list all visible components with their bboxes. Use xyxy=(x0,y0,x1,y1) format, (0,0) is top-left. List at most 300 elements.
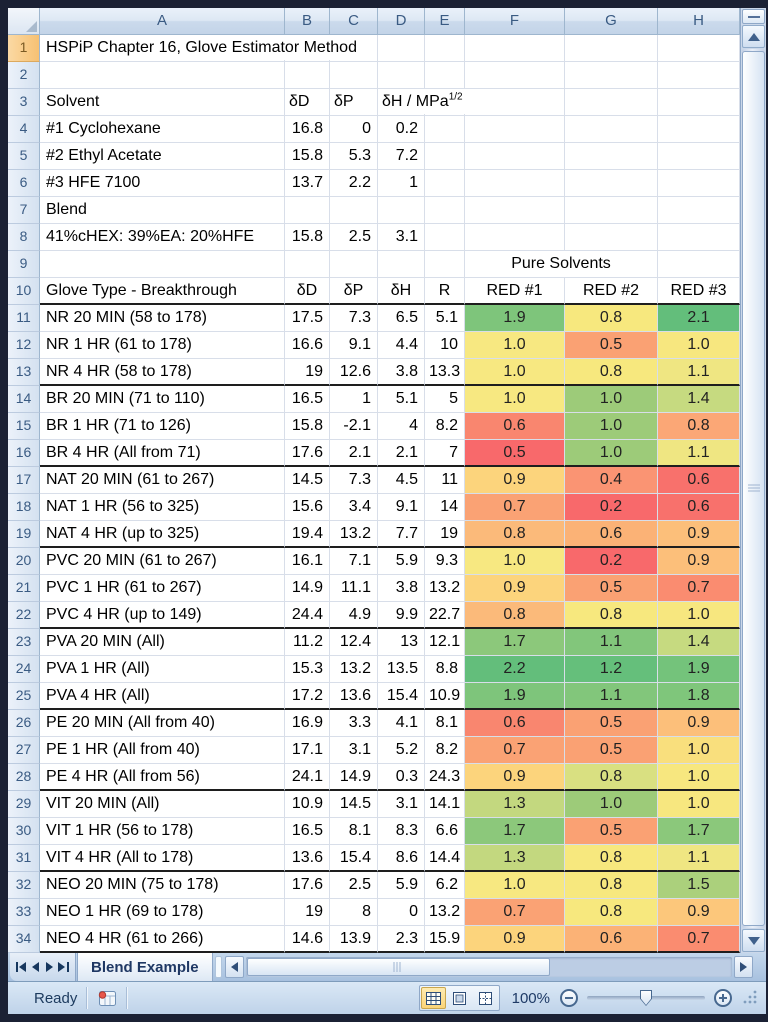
cell-A25[interactable]: PVA 4 HR (All) xyxy=(40,683,285,710)
red-cell-G27[interactable]: 0.5 xyxy=(565,737,658,764)
red-cell-H23[interactable]: 1.4 xyxy=(658,629,740,656)
cell-D15[interactable]: 4 xyxy=(378,413,425,440)
red-cell-H33[interactable]: 0.9 xyxy=(658,899,740,926)
scroll-right-button[interactable] xyxy=(734,956,753,978)
red-cell-F30[interactable]: 1.7 xyxy=(465,818,565,845)
horizontal-scroll-track[interactable] xyxy=(246,957,732,977)
cell-F1[interactable] xyxy=(465,35,565,62)
cell-G3[interactable] xyxy=(565,89,658,116)
row-header-13[interactable]: 13 xyxy=(8,359,40,386)
cell-C9[interactable] xyxy=(330,251,378,278)
column-header-F[interactable]: F xyxy=(465,8,565,35)
cell-A6[interactable]: #3 HFE 7100 xyxy=(40,170,285,197)
row-header-15[interactable]: 15 xyxy=(8,413,40,440)
cell-C31[interactable]: 15.4 xyxy=(330,845,378,872)
cell-D33[interactable]: 0 xyxy=(378,899,425,926)
red-cell-G21[interactable]: 0.5 xyxy=(565,575,658,602)
zoom-slider-thumb[interactable] xyxy=(640,990,652,1006)
cell-A21[interactable]: PVC 1 HR (61 to 267) xyxy=(40,575,285,602)
red-cell-F20[interactable]: 1.0 xyxy=(465,548,565,575)
cell-D25[interactable]: 15.4 xyxy=(378,683,425,710)
cell-E2[interactable] xyxy=(425,62,465,89)
cell-B29[interactable]: 10.9 xyxy=(285,791,330,818)
red-cell-H28[interactable]: 1.0 xyxy=(658,764,740,791)
last-sheet-button[interactable] xyxy=(57,957,70,977)
cell-D2[interactable] xyxy=(378,62,425,89)
cell-B31[interactable]: 13.6 xyxy=(285,845,330,872)
cell-B16[interactable]: 17.6 xyxy=(285,440,330,467)
cell-E12[interactable]: 10 xyxy=(425,332,465,359)
red-cell-H17[interactable]: 0.6 xyxy=(658,467,740,494)
row-header-5[interactable]: 5 xyxy=(8,143,40,170)
column-header-C[interactable]: C xyxy=(330,8,378,35)
cell-D28[interactable]: 0.3 xyxy=(378,764,425,791)
cell-A19[interactable]: NAT 4 HR (up to 325) xyxy=(40,521,285,548)
cell-C7[interactable] xyxy=(330,197,378,224)
cell-A33[interactable]: NEO 1 HR (69 to 178) xyxy=(40,899,285,926)
cell-B15[interactable]: 15.8 xyxy=(285,413,330,440)
cell-E18[interactable]: 14 xyxy=(425,494,465,521)
row-header-8[interactable]: 8 xyxy=(8,224,40,251)
row-header-17[interactable]: 17 xyxy=(8,467,40,494)
cell-B24[interactable]: 15.3 xyxy=(285,656,330,683)
row-header-9[interactable]: 9 xyxy=(8,251,40,278)
red-cell-G34[interactable]: 0.6 xyxy=(565,926,658,953)
sheet-tab-blend-example[interactable] xyxy=(77,953,213,981)
red-cell-F34[interactable]: 0.9 xyxy=(465,926,565,953)
row-header-33[interactable]: 33 xyxy=(8,899,40,926)
cell-C6[interactable]: 2.2 xyxy=(330,170,378,197)
cell-D16[interactable]: 2.1 xyxy=(378,440,425,467)
cell-E30[interactable]: 6.6 xyxy=(425,818,465,845)
cell-G8[interactable] xyxy=(565,224,658,251)
red-cell-F26[interactable]: 0.6 xyxy=(465,710,565,737)
cell-A31[interactable]: VIT 4 HR (All to 178) xyxy=(40,845,285,872)
cell-E10[interactable]: R xyxy=(425,278,465,305)
cell-D9[interactable] xyxy=(378,251,425,278)
red-cell-G29[interactable]: 1.0 xyxy=(565,791,658,818)
red-cell-G33[interactable]: 0.8 xyxy=(565,899,658,926)
cell-E16[interactable]: 7 xyxy=(425,440,465,467)
split-handle[interactable] xyxy=(742,9,765,24)
red-cell-H24[interactable]: 1.9 xyxy=(658,656,740,683)
red-cell-H25[interactable]: 1.8 xyxy=(658,683,740,710)
cell-C28[interactable]: 14.9 xyxy=(330,764,378,791)
cell-H5[interactable] xyxy=(658,143,740,170)
cell-G6[interactable] xyxy=(565,170,658,197)
cell-F8[interactable] xyxy=(465,224,565,251)
cell-A32[interactable]: NEO 20 MIN (75 to 178) xyxy=(40,872,285,899)
cell-E7[interactable] xyxy=(425,197,465,224)
red-cell-F11[interactable]: 1.9 xyxy=(465,305,565,332)
cell-E5[interactable] xyxy=(425,143,465,170)
cell-A15[interactable]: BR 1 HR (71 to 126) xyxy=(40,413,285,440)
row-header-16[interactable]: 16 xyxy=(8,440,40,467)
cell-H9[interactable] xyxy=(658,251,740,278)
cell-C10[interactable]: δP xyxy=(330,278,378,305)
cell-C13[interactable]: 12.6 xyxy=(330,359,378,386)
red-cell-F28[interactable]: 0.9 xyxy=(465,764,565,791)
cell-F10[interactable]: RED #1 xyxy=(465,278,565,305)
cell-E13[interactable]: 13.3 xyxy=(425,359,465,386)
column-header-G[interactable]: G xyxy=(565,8,658,35)
scroll-up-button[interactable] xyxy=(742,25,765,48)
cell-A17[interactable]: NAT 20 MIN (61 to 267) xyxy=(40,467,285,494)
red-cell-H16[interactable]: 1.1 xyxy=(658,440,740,467)
red-cell-G32[interactable]: 0.8 xyxy=(565,872,658,899)
cell-A20[interactable]: PVC 20 MIN (61 to 267) xyxy=(40,548,285,575)
red-cell-G14[interactable]: 1.0 xyxy=(565,386,658,413)
scroll-down-button[interactable] xyxy=(742,929,765,952)
red-cell-H15[interactable]: 0.8 xyxy=(658,413,740,440)
column-header-B[interactable]: B xyxy=(285,8,330,35)
cell-A3[interactable]: Solvent xyxy=(40,89,285,116)
cell-E29[interactable]: 14.1 xyxy=(425,791,465,818)
resize-grip[interactable] xyxy=(742,988,758,1009)
red-cell-H12[interactable]: 1.0 xyxy=(658,332,740,359)
cell-C3[interactable]: δP xyxy=(330,89,378,116)
cell-C5[interactable]: 5.3 xyxy=(330,143,378,170)
macro-record-button[interactable] xyxy=(97,990,117,1007)
cell-A26[interactable]: PE 20 MIN (All from 40) xyxy=(40,710,285,737)
cell-E6[interactable] xyxy=(425,170,465,197)
cell-B18[interactable]: 15.6 xyxy=(285,494,330,521)
vertical-scrollbar[interactable] xyxy=(740,8,766,953)
cell-B22[interactable]: 24.4 xyxy=(285,602,330,629)
cell-E32[interactable]: 6.2 xyxy=(425,872,465,899)
column-header-H[interactable]: H xyxy=(658,8,740,35)
red-cell-F29[interactable]: 1.3 xyxy=(465,791,565,818)
cell-F7[interactable] xyxy=(465,197,565,224)
cell-D17[interactable]: 4.5 xyxy=(378,467,425,494)
cell-C2[interactable] xyxy=(330,62,378,89)
cell-B8[interactable]: 15.8 xyxy=(285,224,330,251)
cell-B27[interactable]: 17.1 xyxy=(285,737,330,764)
cell-E28[interactable]: 24.3 xyxy=(425,764,465,791)
row-header-10[interactable]: 10 xyxy=(8,278,40,305)
cell-A13[interactable]: NR 4 HR (58 to 178) xyxy=(40,359,285,386)
zoom-slider[interactable] xyxy=(587,996,705,1000)
red-cell-G15[interactable]: 1.0 xyxy=(565,413,658,440)
cell-E14[interactable]: 5 xyxy=(425,386,465,413)
cell-C16[interactable]: 2.1 xyxy=(330,440,378,467)
red-cell-H20[interactable]: 0.9 xyxy=(658,548,740,575)
row-header-29[interactable]: 29 xyxy=(8,791,40,818)
cell-B19[interactable]: 19.4 xyxy=(285,521,330,548)
vertical-scroll-track[interactable] xyxy=(742,49,765,928)
red-cell-G24[interactable]: 1.2 xyxy=(565,656,658,683)
cell-E19[interactable]: 19 xyxy=(425,521,465,548)
cell-F3[interactable] xyxy=(465,89,565,116)
cell-B17[interactable]: 14.5 xyxy=(285,467,330,494)
cell-B34[interactable]: 14.6 xyxy=(285,926,330,953)
cell-B7[interactable] xyxy=(285,197,330,224)
cell-B21[interactable]: 14.9 xyxy=(285,575,330,602)
cell-D23[interactable]: 13 xyxy=(378,629,425,656)
cell-C33[interactable]: 8 xyxy=(330,899,378,926)
cell-E21[interactable]: 13.2 xyxy=(425,575,465,602)
page-layout-view-button[interactable] xyxy=(447,987,472,1009)
cell-C25[interactable]: 13.6 xyxy=(330,683,378,710)
cell-C19[interactable]: 13.2 xyxy=(330,521,378,548)
cell-G5[interactable] xyxy=(565,143,658,170)
cell-B30[interactable]: 16.5 xyxy=(285,818,330,845)
red-cell-H29[interactable]: 1.0 xyxy=(658,791,740,818)
cell-C4[interactable]: 0 xyxy=(330,116,378,143)
cell-D24[interactable]: 13.5 xyxy=(378,656,425,683)
red-cell-F32[interactable]: 1.0 xyxy=(465,872,565,899)
row-header-3[interactable]: 3 xyxy=(8,89,40,116)
red-cell-F17[interactable]: 0.9 xyxy=(465,467,565,494)
cell-C22[interactable]: 4.9 xyxy=(330,602,378,629)
red-cell-H22[interactable]: 1.0 xyxy=(658,602,740,629)
vertical-scroll-thumb[interactable] xyxy=(742,51,765,926)
cell-C20[interactable]: 7.1 xyxy=(330,548,378,575)
cell-D30[interactable]: 8.3 xyxy=(378,818,425,845)
cell-E4[interactable] xyxy=(425,116,465,143)
cell-H3[interactable] xyxy=(658,89,740,116)
cell-A10[interactable]: Glove Type - Breakthrough xyxy=(40,278,285,305)
red-cell-G12[interactable]: 0.5 xyxy=(565,332,658,359)
red-cell-G31[interactable]: 0.8 xyxy=(565,845,658,872)
red-cell-G16[interactable]: 1.0 xyxy=(565,440,658,467)
cell-A4[interactable]: #1 Cyclohexane xyxy=(40,116,285,143)
cell-G1[interactable] xyxy=(565,35,658,62)
row-header-31[interactable]: 31 xyxy=(8,845,40,872)
row-header-24[interactable]: 24 xyxy=(8,656,40,683)
red-cell-F18[interactable]: 0.7 xyxy=(465,494,565,521)
cell-C18[interactable]: 3.4 xyxy=(330,494,378,521)
zoom-out-button[interactable] xyxy=(560,989,578,1007)
red-cell-H27[interactable]: 1.0 xyxy=(658,737,740,764)
red-cell-F15[interactable]: 0.6 xyxy=(465,413,565,440)
red-cell-H26[interactable]: 0.9 xyxy=(658,710,740,737)
column-header-A[interactable]: A xyxy=(40,8,285,35)
cell-B13[interactable]: 19 xyxy=(285,359,330,386)
cell-D7[interactable] xyxy=(378,197,425,224)
cell-A18[interactable]: NAT 1 HR (56 to 325) xyxy=(40,494,285,521)
row-header-6[interactable]: 6 xyxy=(8,170,40,197)
cell-A2[interactable] xyxy=(40,62,285,89)
row-header-18[interactable]: 18 xyxy=(8,494,40,521)
red-cell-G18[interactable]: 0.2 xyxy=(565,494,658,521)
normal-view-button[interactable] xyxy=(421,987,446,1009)
row-header-20[interactable]: 20 xyxy=(8,548,40,575)
cell-C8[interactable]: 2.5 xyxy=(330,224,378,251)
row-header-22[interactable]: 22 xyxy=(8,602,40,629)
row-header-2[interactable]: 2 xyxy=(8,62,40,89)
column-header-D[interactable]: D xyxy=(378,8,425,35)
cell-E23[interactable]: 12.1 xyxy=(425,629,465,656)
red-cell-F19[interactable]: 0.8 xyxy=(465,521,565,548)
cell-H4[interactable] xyxy=(658,116,740,143)
cell-B11[interactable]: 17.5 xyxy=(285,305,330,332)
cell-A24[interactable]: PVA 1 HR (All) xyxy=(40,656,285,683)
cell-C21[interactable]: 11.1 xyxy=(330,575,378,602)
new-sheet-tab-stub[interactable] xyxy=(215,956,222,978)
cell-F6[interactable] xyxy=(465,170,565,197)
red-cell-G19[interactable]: 0.6 xyxy=(565,521,658,548)
cell-A1[interactable] xyxy=(40,35,357,62)
cell-D32[interactable]: 5.9 xyxy=(378,872,425,899)
cell-B26[interactable]: 16.9 xyxy=(285,710,330,737)
cell-H6[interactable] xyxy=(658,170,740,197)
cell-D20[interactable]: 5.9 xyxy=(378,548,425,575)
zoom-level-label[interactable]: 100% xyxy=(511,989,550,1007)
red-cell-G22[interactable]: 0.8 xyxy=(565,602,658,629)
cell-G7[interactable] xyxy=(565,197,658,224)
cell-F2[interactable] xyxy=(465,62,565,89)
cell-A22[interactable]: PVC 4 HR (up to 149) xyxy=(40,602,285,629)
red-cell-G11[interactable]: 0.8 xyxy=(565,305,658,332)
red-cell-H30[interactable]: 1.7 xyxy=(658,818,740,845)
row-header-27[interactable]: 27 xyxy=(8,737,40,764)
cell-H1[interactable] xyxy=(658,35,740,62)
cell-B9[interactable] xyxy=(285,251,330,278)
cell-C11[interactable]: 7.3 xyxy=(330,305,378,332)
red-cell-F27[interactable]: 0.7 xyxy=(465,737,565,764)
cell-H2[interactable] xyxy=(658,62,740,89)
cell-B2[interactable] xyxy=(285,62,330,89)
cell-D26[interactable]: 4.1 xyxy=(378,710,425,737)
cell-H7[interactable] xyxy=(658,197,740,224)
column-header-E[interactable]: E xyxy=(425,8,465,35)
cell-C14[interactable]: 1 xyxy=(330,386,378,413)
cell-D18[interactable]: 9.1 xyxy=(378,494,425,521)
red-cell-H34[interactable]: 0.7 xyxy=(658,926,740,953)
cell-G2[interactable] xyxy=(565,62,658,89)
red-cell-F16[interactable]: 0.5 xyxy=(465,440,565,467)
cell-A7[interactable]: Blend xyxy=(40,197,285,224)
previous-sheet-button[interactable] xyxy=(29,957,42,977)
cell-D19[interactable]: 7.7 xyxy=(378,521,425,548)
red-cell-G23[interactable]: 1.1 xyxy=(565,629,658,656)
cell-E8[interactable] xyxy=(425,224,465,251)
cell-D4[interactable]: 0.2 xyxy=(378,116,425,143)
red-cell-H21[interactable]: 0.7 xyxy=(658,575,740,602)
cell-B25[interactable]: 17.2 xyxy=(285,683,330,710)
row-header-14[interactable]: 14 xyxy=(8,386,40,413)
cell-F5[interactable] xyxy=(465,143,565,170)
cell-D1[interactable] xyxy=(378,35,425,62)
cell-C23[interactable]: 12.4 xyxy=(330,629,378,656)
cell-C26[interactable]: 3.3 xyxy=(330,710,378,737)
cell-E20[interactable]: 9.3 xyxy=(425,548,465,575)
zoom-in-button[interactable] xyxy=(714,989,732,1007)
horizontal-scroll-thumb[interactable] xyxy=(247,958,551,976)
red-cell-F12[interactable]: 1.0 xyxy=(465,332,565,359)
cell-A27[interactable]: PE 1 HR (All from 40) xyxy=(40,737,285,764)
cell-C29[interactable]: 14.5 xyxy=(330,791,378,818)
cell-D8[interactable]: 3.1 xyxy=(378,224,425,251)
red-cell-G20[interactable]: 0.2 xyxy=(565,548,658,575)
cell-G10[interactable]: RED #2 xyxy=(565,278,658,305)
cell-B20[interactable]: 16.1 xyxy=(285,548,330,575)
red-cell-H19[interactable]: 0.9 xyxy=(658,521,740,548)
red-cell-G26[interactable]: 0.5 xyxy=(565,710,658,737)
red-cell-H32[interactable]: 1.5 xyxy=(658,872,740,899)
row-header-7[interactable]: 7 xyxy=(8,197,40,224)
red-cell-F13[interactable]: 1.0 xyxy=(465,359,565,386)
cell-C15[interactable]: -2.1 xyxy=(330,413,378,440)
cell-E31[interactable]: 14.4 xyxy=(425,845,465,872)
cell-A5[interactable]: #2 Ethyl Acetate xyxy=(40,143,285,170)
cell-E22[interactable]: 22.7 xyxy=(425,602,465,629)
cell-B12[interactable]: 16.6 xyxy=(285,332,330,359)
cell-B33[interactable]: 19 xyxy=(285,899,330,926)
cell-E27[interactable]: 8.2 xyxy=(425,737,465,764)
cell-B4[interactable]: 16.8 xyxy=(285,116,330,143)
red-cell-F23[interactable]: 1.7 xyxy=(465,629,565,656)
cell-D6[interactable]: 1 xyxy=(378,170,425,197)
cell-D11[interactable]: 6.5 xyxy=(378,305,425,332)
red-cell-F33[interactable]: 0.7 xyxy=(465,899,565,926)
cell-E24[interactable]: 8.8 xyxy=(425,656,465,683)
cell-B14[interactable]: 16.5 xyxy=(285,386,330,413)
cell-E1[interactable] xyxy=(425,35,465,62)
cell-B6[interactable]: 13.7 xyxy=(285,170,330,197)
cell-D13[interactable]: 3.8 xyxy=(378,359,425,386)
page-break-view-button[interactable] xyxy=(473,987,498,1009)
row-header-30[interactable]: 30 xyxy=(8,818,40,845)
red-cell-G17[interactable]: 0.4 xyxy=(565,467,658,494)
red-cell-F24[interactable]: 2.2 xyxy=(465,656,565,683)
cell-A8[interactable]: 41%cHEX: 39%EA: 20%HFE xyxy=(40,224,285,251)
cell-C12[interactable]: 9.1 xyxy=(330,332,378,359)
cell-C30[interactable]: 8.1 xyxy=(330,818,378,845)
cell-C32[interactable]: 2.5 xyxy=(330,872,378,899)
red-cell-G13[interactable]: 0.8 xyxy=(565,359,658,386)
red-cell-F14[interactable]: 1.0 xyxy=(465,386,565,413)
cell-H10[interactable]: RED #3 xyxy=(658,278,740,305)
red-cell-F25[interactable]: 1.9 xyxy=(465,683,565,710)
red-cell-H11[interactable]: 2.1 xyxy=(658,305,740,332)
cell-E11[interactable]: 5.1 xyxy=(425,305,465,332)
row-header-25[interactable]: 25 xyxy=(8,683,40,710)
cell-D22[interactable]: 9.9 xyxy=(378,602,425,629)
row-header-28[interactable]: 28 xyxy=(8,764,40,791)
cell-A30[interactable]: VIT 1 HR (56 to 178) xyxy=(40,818,285,845)
row-header-34[interactable]: 34 xyxy=(8,926,40,953)
cell-B23[interactable]: 11.2 xyxy=(285,629,330,656)
row-header-11[interactable]: 11 xyxy=(8,305,40,332)
cell-E25[interactable]: 10.9 xyxy=(425,683,465,710)
cell-B28[interactable]: 24.1 xyxy=(285,764,330,791)
red-cell-G25[interactable]: 1.1 xyxy=(565,683,658,710)
cell-A29[interactable]: VIT 20 MIN (All) xyxy=(40,791,285,818)
cell-A23[interactable]: PVA 20 MIN (All) xyxy=(40,629,285,656)
row-header-21[interactable]: 21 xyxy=(8,575,40,602)
cell-E33[interactable]: 13.2 xyxy=(425,899,465,926)
cell-D3[interactable] xyxy=(378,89,463,116)
red-cell-G30[interactable]: 0.5 xyxy=(565,818,658,845)
cell-D31[interactable]: 8.6 xyxy=(378,845,425,872)
red-cell-H13[interactable]: 1.1 xyxy=(658,359,740,386)
next-sheet-button[interactable] xyxy=(43,957,56,977)
cell-E26[interactable]: 8.1 xyxy=(425,710,465,737)
cell-B32[interactable]: 17.6 xyxy=(285,872,330,899)
cell-C24[interactable]: 13.2 xyxy=(330,656,378,683)
cell-D5[interactable]: 7.2 xyxy=(378,143,425,170)
cell-A14[interactable]: BR 20 MIN (71 to 110) xyxy=(40,386,285,413)
cell-A28[interactable]: PE 4 HR (All from 56) xyxy=(40,764,285,791)
row-header-12[interactable]: 12 xyxy=(8,332,40,359)
row-header-32[interactable]: 32 xyxy=(8,872,40,899)
red-cell-F31[interactable]: 1.3 xyxy=(465,845,565,872)
cell-C34[interactable]: 13.9 xyxy=(330,926,378,953)
red-cell-F21[interactable]: 0.9 xyxy=(465,575,565,602)
cell-F4[interactable] xyxy=(465,116,565,143)
